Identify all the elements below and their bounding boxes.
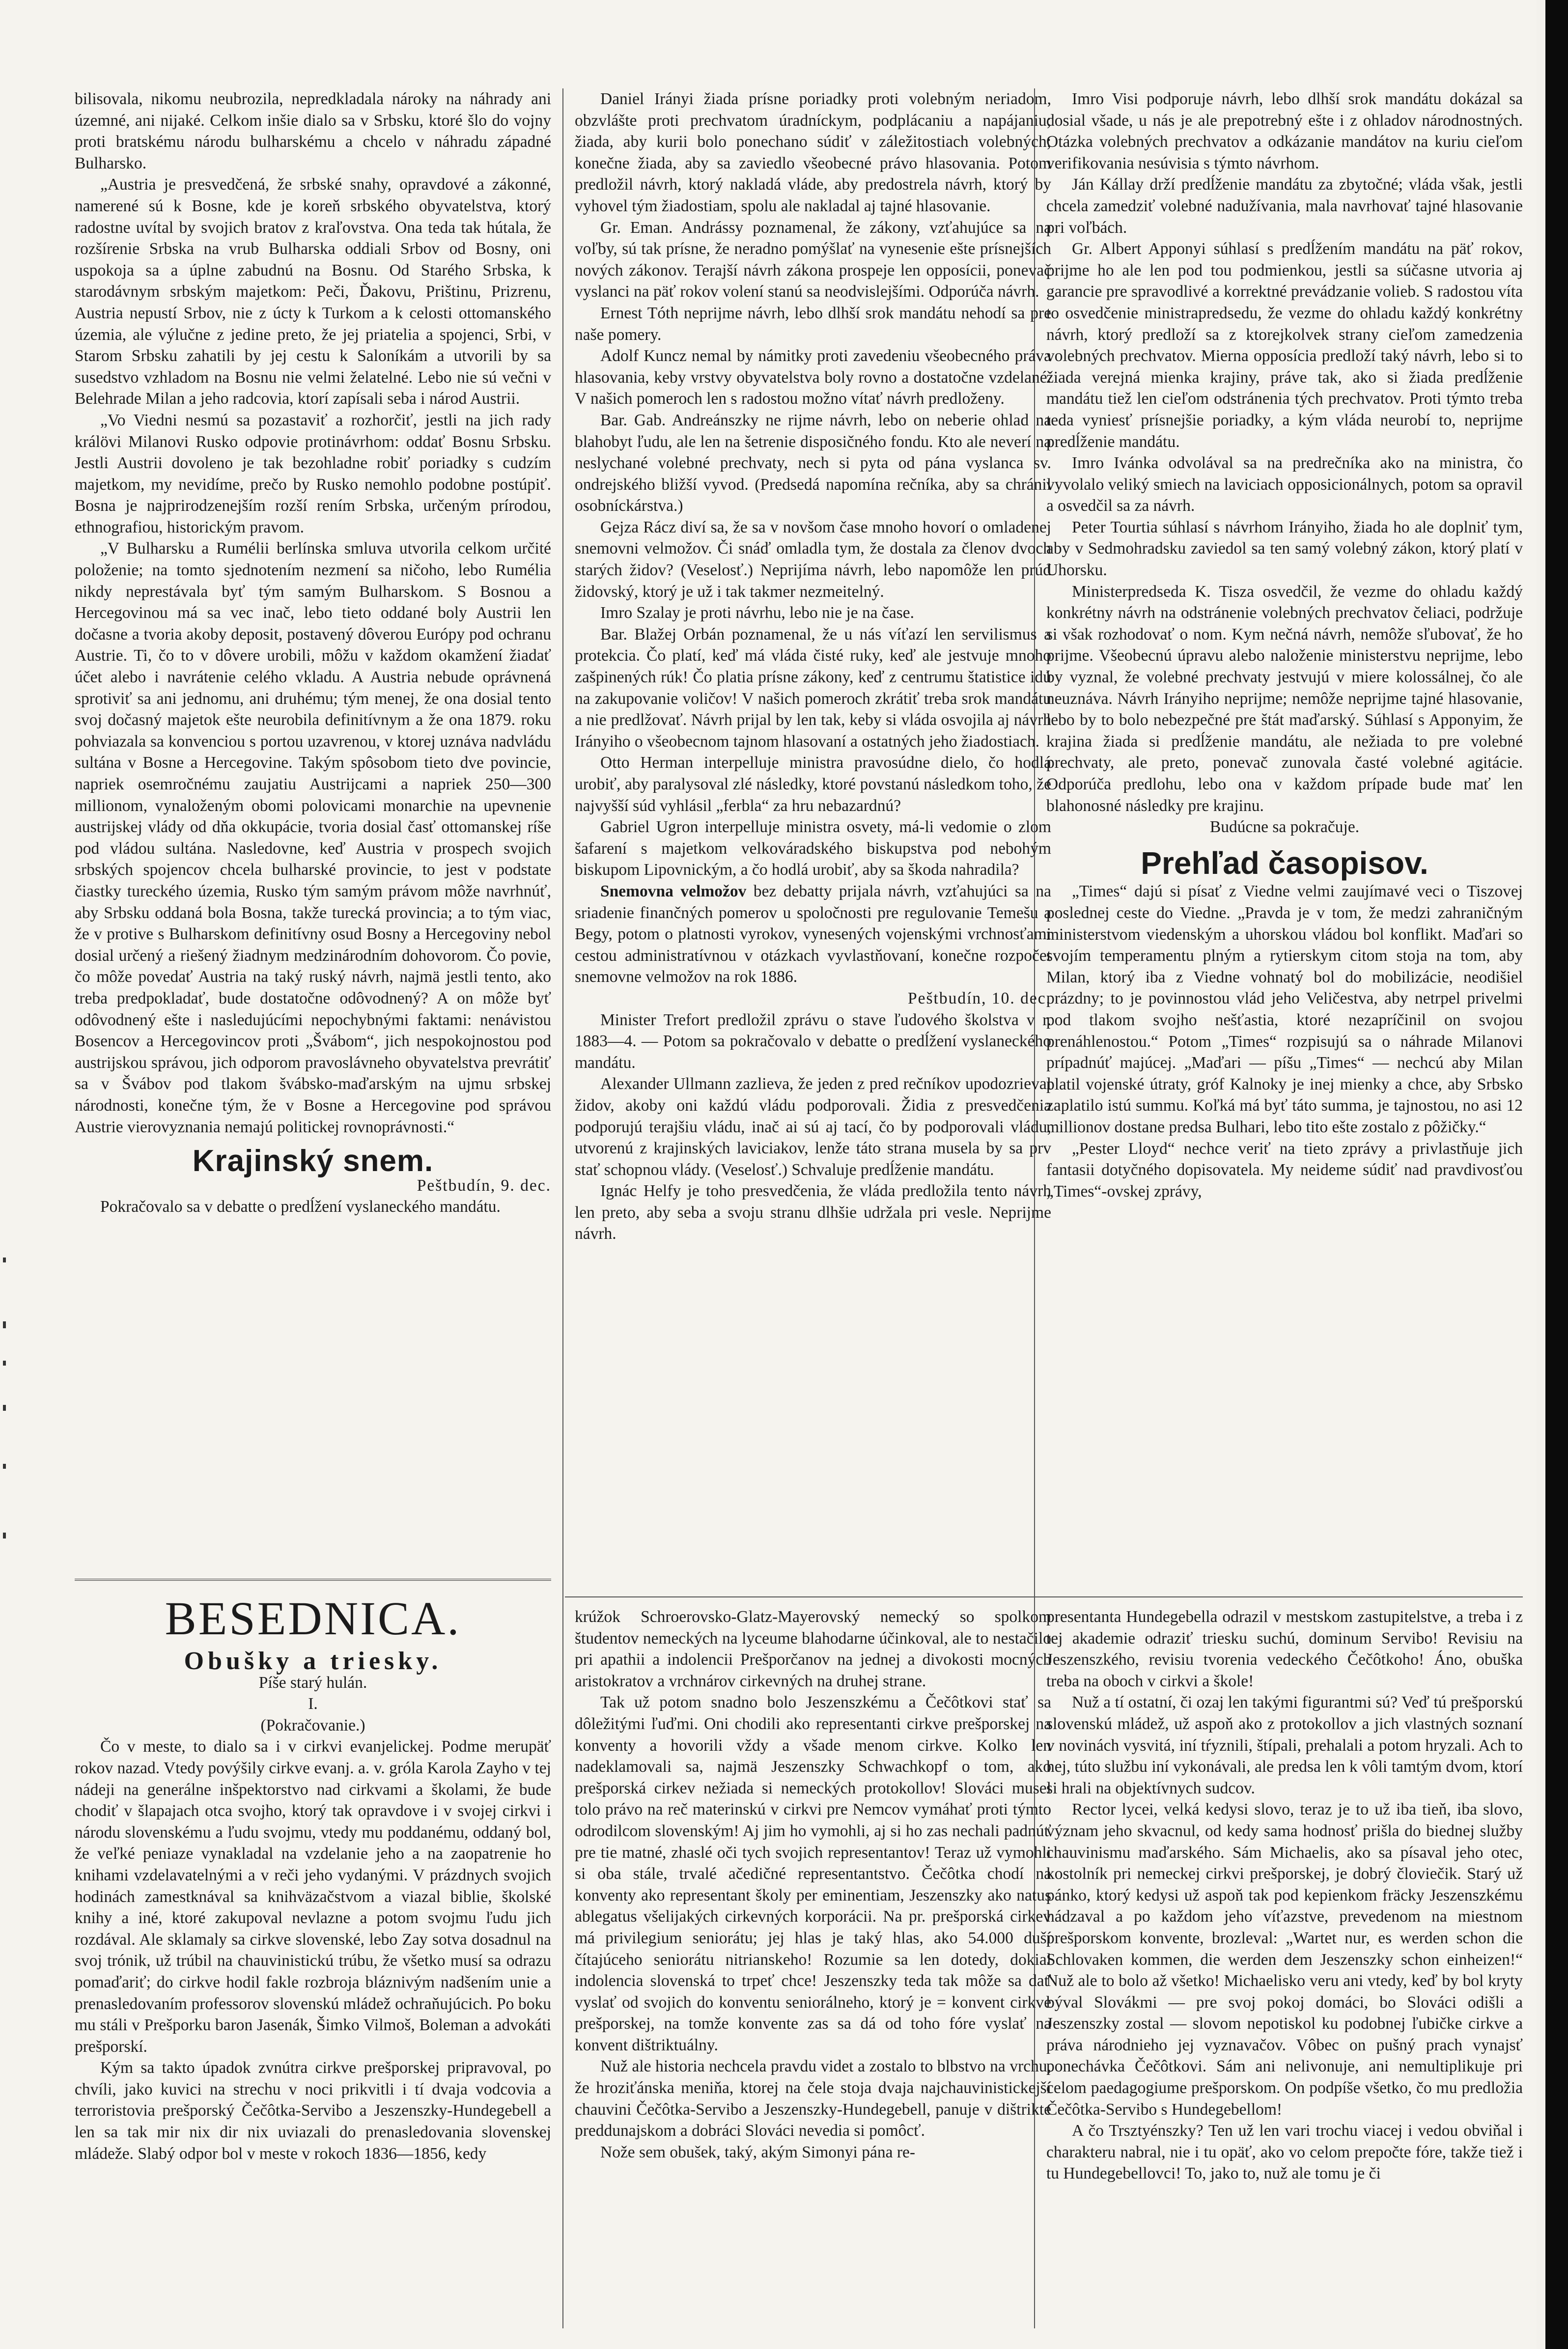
- section-heading-prehlad-casopisov: Prehľad časopisov.: [1141, 845, 1428, 881]
- article-paragraph: „Austria je presvedčená, že srbské snahy, opravdové a zákonné, namerené sú k Bosne, kde je koreň srbského obyvatelstva, ktorý radostne uvítal by svojich bratov z kraľovstva. Ona teda tak hútala, že rozšírenie Srbska na vrub Bulharska oddiali Srbov od Bosny, oni uspokoja sa a úplne zabudnú na Bosnu. Od Starého Srbska, k starodávnym srbským majetkom: Peči, Ďakovu, Prištinu, Prizrenu, Austria nepustí Srbov, nie z úcty k Turkom a k celosti ottomanského územia, ale výlučne z jedine preto, že jej priatelia a spojenci, Srbi, v Starom Srbsku zahatili by jej cestu k Saloníkám a utvorili by sa susedstvo vzhladom na Bosnu nie velmi želatelné. Lebo nie sú večni v Belehrade Milan a jeho radcovia, ktorí zapísali seba i národ Austrii.: [75, 175, 551, 408]
- article-paragraph: Otto Herman interpelluje ministra pravosúdne dielo, čo hodlá urobiť, aby paralysoval zlé následky, ktoré povstanú následkom toho, že najvyšší súd vyhlásil „ferbla“ za hru nebazardnú?: [575, 754, 1051, 815]
- article-paragraph: Imro Szalay je proti návrhu, lebo nie je na čase.: [600, 604, 915, 622]
- article-paragraph: Peter Tourtia súhlasí s návrhom Irányiho, žiada ho ale doplniť tym, aby v Sedmohradsku zaviedol sa ten samý volebný zákon, ktorý platí v Uhorsku.: [1046, 518, 1523, 580]
- article-paragraph: Imro Ivánka odvolával sa na predrečníka ako na ministra, čo vyvolalo veliký smiech na laviciach opposicionálnych, potom sa opravil a osvedčil sa za návrh.: [1046, 454, 1523, 515]
- snemovna-lead: Snemovna velmožov: [600, 882, 747, 900]
- feuilleton-paragraph: Rector lycei, velká kedysi slovo, teraz je to už iba tieň, iba slovo, význam jeho skvacnul, od kedy sama hodnosť prišla do biednej služby chauvinismu maďarského. Sám Michaelis, ako sa písaval jeho otec, kostolník pri nemeckej cirkvi prešporskej, je dobrý človiečik. Starý už pánko, ktorý kedysi už aspoň tak pod kepienkom fräcky Jeszenszkému hádzaval a po každom jeho víťazstve, prevedenom na miestnom prešporskom konvente, brozleval: „Wartet nur, es werden schon die Schlovaken kommen, die werden dem Jeszenszky schon einheizen!“ Nuž ale to bolo až všetko! Michaelisko veru ani vtedy, keď by bol kryty býval Slovákmi — pre svoj pokoj domáci, bo Slováci odišli a Jeszenszky zostal — slovom nepotiskol ku podobnej ľubičke cirkve a práva národnieho jej vyznavačov. Vôbec on pušný prach vynajsť ponechávka Čečôtkovi. Sám ani nelivonuje, ani nemultiplikuje pri celom paedagogiume prešporskom. On podpíše všetko, čo mu predložia Čečôtka-Servibo s Hundegebellom!: [1046, 1800, 1523, 2119]
- column-rule-1: [562, 88, 563, 2328]
- left-margin-marks: [0, 1258, 12, 1601]
- article-paragraph: Bar. Blažej Orbán poznamenal, že u nás víťazí len servilismus a protekcia. Čo platí, keď má vláda čisté ruky, keď ale jestvuje mnoho zašpinených rúk! Čo platia prísne zákony, keď z centrumu štatistice idú na zakupovanie voličov! V našich pomeroch zkrátiť treba srok mandátu a nie predlžovať. Návrh prijal by len tak, keby si vláda osvojila aj návrh Irányiho o všeobecnom tajnom hlasovaní a ostatných jeho žiadostiach.: [575, 625, 1051, 751]
- article-paragraph: Imro Visi podporuje návrh, lebo dlhší srok mandátu dokázal sa dosial všade, u nás je ale prepotrebný ešte i z ohladov národnostných. Otázka volebných prechvatov a odkázanie mandátov na kuriu cieľom verifikovania nesúvisia s týmto návrhom.: [1046, 90, 1523, 172]
- feuilleton-column-3: [1046, 1606, 1523, 2184]
- article-paragraph: Pokračovalo sa v debatte o predĺžení vyslaneckého mandátu.: [100, 1198, 501, 1216]
- feuilleton-paragraph: Čo v meste, to dialo sa i v cirkvi evanjelickej. Podme merupäť rokov nazad. Vtedy povýšily cirkve evanj. a. v. gróla Karola Zayho v tej nádeji na generálne inšpektorstvo nad cirkvami a školami, že bude chodiť v šlapajach otca svojho, ktorý tak opravdove i v svojej cirkvi i národu slovenskému a ľudu svojmu, vtedy mu poddanému, oddaný bol, že veľké peniaze vynakladal na vzdelanie jeho a na zaopatrenie ho knihami vzdelavatelnými a v reči jeho vydanými. V prázdnych svojich hodinách zamestknával sa knihväzačstvom a viazal biblie, školské knihy a iné, ktoré zakupoval nevlazne a potom svojmu ľudu jich rozdával. Ale sklamaly sa cirkve slovenské, lebo Zay sotva dosadnul na svoj trónik, už trúbil na chauvinistickú trúbu, že všetko musí sa odrazu pomaďariť; do cirkve hodil fakle rozbroja bláznivým nadšením unie a prenasledovaním professorov slovenskú mládež ochraňujúcich. Po boku mu stáli v Prešporku baron Jasenák, Šimko Vilmoš, Boleman a advokáti prešporskí.: [75, 1737, 551, 2056]
- article-paragraph: Gr. Albert Apponyi súhlasí s predĺžením mandátu na päť rokov, prijme ho ale len pod tou podmienkou, jestli sa súčasne utvoria aj garancie pre spravodlivé a korrektné prevádzanie volieb. S radostou víta to osvedčenie ministrapredsedu, že vezme do ohladu každý konkrétny návrh, ktorý predloží sa z ktorejkolvek strany cieľom zamedzenia volebných prechvatov. Mierna opposícia predloží taký návrh, lebo si to žiada verejná mienka krajiny, práve tak, ako si žiada predĺženie mandátu tiež len cieľom odstránenia tých prechvatov. Proti týmto treba teda vyniesť prísnejšie poriadky, a kým vláda neurobí to, neprijme predĺženie mandátu.: [1046, 240, 1523, 451]
- article-paragraph: Ernest Tóth neprijme návrh, lebo dlhší srok mandátu nehodí sa pre naše pomery.: [575, 304, 1051, 344]
- feuilleton-paragraph: Nuž a tí ostatní, či ozaj len takými figurantmi sú? Veď tú prešporskú slovenskú mládež, už aspoň ako z protokollov a jich vlastných soznaní v novinách vysvitá, iní tŕyznili, štípali, prehalali a potom hryzali. Ach to hej, túto službu iní vykonávali, ale predsa len k vôli tamtým dvom, ktorí si hrali na objektívnych sudcov.: [1046, 1693, 1523, 1797]
- continuation-note: Budúcne sa pokračuje.: [1209, 818, 1360, 837]
- feuilleton-paragraph: Nuž ale historia nechcela pravdu videt a zostalo to blbstvo na vrchu, že hroziťánska meniňa, ktorej na čele stoja dvaja najchauvinistickejší chauvini Čečôtka-Servibo a Jeszenszky-Hundegebell, panuje v dištrikte preddunajskom a dobráci Slováci nevedia si pomôcť.: [575, 2057, 1051, 2140]
- feuilleton-column-1: [75, 1647, 551, 2164]
- column-3: [1046, 88, 1523, 1202]
- feuilleton-paragraph: Kým sa takto úpadok zvnútra cirkve prešporskej pripravoval, po chvíli, jako kuvici na strechu v noci prikvitli i tí dvaja vodcovia a terroristovia prešporský Čečôtka-Servibo a Jeszenszky-Hundegebell a len sa tak mir nix dir nix uviazali do prenasledovania slovenskej mládeže. Slabý odpor bol v meste v rokoch 1836—1856, kedy: [75, 2059, 551, 2163]
- column-2: [575, 88, 1051, 1245]
- article-paragraph: Gejza Rácz diví sa, že sa v novšom čase mnoho hovorí o omladenej snemovni velmožov. Či snáď omladla tym, že dostala za členov dvoch starých židov? (Veselosť.) Neprijíma návrh, lebo napomôže len prúd židovský, ktorý je už i tak takmer nezmeitelný.: [575, 518, 1051, 601]
- feuilleton-part: I.: [308, 1695, 318, 1713]
- article-paragraph: Minister Trefort predložil zprávu o stave ľudového školstva v r. 1883—4. — Potom sa pokračovalo v debatte o predĺžení vyslaneckého mandátu.: [575, 1010, 1051, 1072]
- article-paragraph: Daniel Irányi žiada prísne poriadky proti volebným neriadom, obzvlášte proti prechvatom úradníckym, podplácaniu a napájaniu; žiada, aby kurii bolo ponechano súdiť v záležitostiach volebných; konečne žiada, aby sa zaviedlo všeobecné právo hlasovania. Potom predložil návrh, ktorý nakladá vláde, aby predostrela návrh, ktorý by vyhovel tým žiadostiam, spolu ale nakladal aj tajné hlasovanie.: [575, 90, 1051, 215]
- feuilleton-subtitle: Obušky a triesky.: [184, 1647, 442, 1675]
- column-1: [75, 88, 551, 1218]
- article-paragraph: Adolf Kuncz nemal by námitky proti zavedeniu všeobecného práva hlasovania, keby vrstvy obyvatelstva boly rovno a dostatočne vzdelané. V našich pomeroch len s radostou možno vítať návrh predloženy.: [575, 347, 1051, 408]
- feuilleton-continuation: (Pokračovanie.): [260, 1716, 365, 1734]
- article-paragraph: Alexander Ullmann zazlieva, že jeden z pred rečníkov upodozrieval židov, akoby oni každú vládu podporovali. Židia z presvedčenia podporujú terajšiu vládu, inač ai sú aj tací, čo by podporovali vládu, utvorenú z krajinských laviciakov, lenže táto strana musela by sa prv stať schopnou vlády. (Veselosť.) Schvaluje predĺženie mandátu.: [575, 1075, 1051, 1179]
- article-paragraph: Gr. Eman. Andrássy poznamenal, že zákony, vzťahujúce sa na voľby, sú tak prísne, že neradno pomýšlať na vynesenie ešte prísnejších nových zákonov. Terajší návrh zákona prospeje len opposícii, ponevač vyslanci na päť rokov volení stanú sa neodvislejšími. Odporúča návrh.: [575, 218, 1051, 301]
- feuilleton-author: Píše starý hulán.: [258, 1673, 367, 1692]
- feuilleton-paragraph: presentanta Hundegebella odrazil v mestskom zastupitelstve, a treba i z tej akademie odraziť triesku suchú, dominum Servibo! Revisiu na Jeszenszkého, revisiu tvorenia vedeckého Čečôtkoho! Áno, obuška treba na oboch v cirkvi a škole!: [1046, 1608, 1523, 1690]
- feuilleton-paragraph: krúžok Schroerovsko-Glatz-Mayerovský nemecký so spolkom študentov nemeckých na lyceume blahodarne účinkoval, ale to nestačilo pri apathii a indolencii Prešporčanov na jednej a divokosti mocných aristokratov a vrchnárov cirkevných na druhej strane.: [575, 1608, 1051, 1690]
- article-paragraph: Gabriel Ugron interpelluje ministra osvety, má-li vedomie o zlom šafarení s majetkom velkováradského biskupstva pod nebohým biskupom Lipovnickým, a čo hodlá urobiť, aby sa škoda nahradila?: [575, 818, 1051, 879]
- snemovna-text: bez debatty prijala návrh, vzťahujúci sa na sriadenie finančných pomerov u spoločnosti pre regulovanie Temešu a Begy, potom o platnosti vyrokov, vynesených vojenskými vrchnosťami cestou administratívnou v otázkach vyvlastňovaní, konečne rozpočet snemovne velmožov na rok 1886.: [575, 882, 1051, 986]
- article-paragraph: „Vo Viedni nesmú sa pozastaviť a rozhorčiť, jestli na jich rady králövi Milanovi Rusko odpovie protinávrhom: oddať Bosnu Srbsku. Jestli Austrii dovoleno je tak bezohladne robiť poriadky s cudzím majetkom, my nevidíme, prečo by Rusko nemohlo podobne postúpiť. Bosna je najprirodzenejším rozší rením Srbska, určeným prírodou, ethnografiou, historickým pravom.: [75, 411, 551, 536]
- article-paragraph: bilisovala, nikomu neubrozila, nepredkladala nároky na náhrady ani územné, ani nijaké. Celkom inšie dialo sa v Srbsku, ktoré šlo do vojny proti bratskému národu bulharskému a chcelo v náhradu západné Bulharsko.: [75, 90, 551, 172]
- dateline: Peštbudín, 9. dec.: [417, 1176, 551, 1195]
- besednica-title: BESEDNICA.: [75, 1579, 551, 1646]
- section-heading-krajinsky-snem: Krajinský snem.: [192, 1144, 434, 1178]
- article-paragraph: [575, 881, 1051, 988]
- feuilleton-paragraph: Nože sem obušek, taký, akým Simonyi pána re-: [600, 2143, 915, 2161]
- article-paragraph: Bar. Gab. Andreánszky ne rijme návrh, lebo on neberie ohlad na blahobyt ľudu, ale len na šetrenie disposičného fondu. Kto ale neverí na neslychané volebné prechvaty, nech si pyta od pána vyslanca sv. ondrejského bližší vyvod. (Predsedá napomína rečníka, aby sa chránil osobníckárstva.): [575, 411, 1051, 515]
- article-paragraph: „V Bulharsku a Rumélii berlínska smluva utvorila celkom určité položenie; na tomto sjednotením nezmení sa ničoho, lebo Rumélia nikdy neprestávala byť tým samým Bulharskom. S Bosnou a Hercegovinou má sa vec inač, lebo tieto oddané boly Austrii len dočasne a tvoria akoby deposit, postavený dôverou Európy pod ochranu Austrie. Ti, čo to v dôvere urobili, môžu v každom okamžení žiadať účet alebo i navrátenie celého vkladu. A Austria nebude oprávnená sprotiviť sa ani jednomu, ani druhému; tým menej, že ona dosial tento svoj dočasný majetok ešte neurobila definitívnym a že ona 1879. roku pohviazala sa konvenciou s portou uzavrenou, v ktorej uznáva nadvládu sultána v Bosne a Hercegovine. Takým spôsobom tieto dve povincie, napriek osemročnému zaujatiu Austrijcami a napriek 250—300 millionom, vynaloženým obomi polovicami monarchie na upevnenie austrijskej vlády od dňa okkupácie, tvoria dosial časť ottomanskej ríše pod vládou sultána. Nasledovne, keď Austria v prospech svojich srbských spojencov chcela bulharské provincie, to jest v podstate čiastky tureckého územia, Rusko tým samým právom môže navrhnúť, aby Srbsku oddaná bola Bosna, takže turecká provincia; a to tým viac, že v protive s Bulharskom definitívny osud Bosny a Hercegoviny nebol dosial určený a riešený žiadnym medzinárodním dohovorom. Čo povie, čo môže povedať Austria na taký ruský návrh, najmä jestli tento, ako treba predpokladať, bude dostatočne odôvodnený? A on môže byť odôvodnený ešte i nasledujúcími nepochybnými faktami: nenávistou Bosencov a Hercegovincov proti „Švábom“, jich nespokojnostou pod austrijskou správou, jich odporom pravoslávneho obyvatelstva prevrátiť sa v Švábov pod tlakom švábsko-maďarským na ujmu srbskej národnosti, konečne tým, že v Bosne a Hercegovine pod správou Austrie vierovyznania nemajú politickej rovnoprávnosti.“: [75, 539, 551, 1136]
- article-paragraph: Ignác Helfy je toho presvedčenia, že vláda predložila tento návrh len preto, aby seba a svoju stranu dlhšie udržala pri vesle. Neprijme návrh.: [575, 1182, 1051, 1243]
- feuilleton-paragraph: A čo Trsztyénszky? Ten už len vari trochu viacej i vedou obviňal i charakteru nabral, nie i tu opäť, ako vo celom prepočte fóre, takže tiež i tu Hundegebellovci! To, jako to, nuž ale tomu je či: [1046, 2122, 1523, 2183]
- dateline: Peštbudín, 10. dec.: [907, 989, 1051, 1007]
- feuilleton-divider: [565, 1596, 1523, 1597]
- article-paragraph: „Pester Lloyd“ nechce veriť na tieto zprávy a privlastňuje jich fantasii dotyčného dopisovatela. My neideme súdiť nad pravdivosťou „Times“-ovskej zprávy,: [1046, 1139, 1523, 1201]
- page-edge-dark-border: [1545, 0, 1568, 2349]
- feuilleton-column-2: [575, 1606, 1051, 2163]
- article-paragraph: Ministerpredseda K. Tisza osvedčil, že vezme do ohladu každý konkrétny návrh na odstránenie volebných prechvatov čeliaci, podržuje si však rozhodovať o nom. Kym nečná návrh, nemôže sľubovať, že ho prijme. Všeobecnú úpravu alebo naloženie ministerstvu neprijme, lebo by vyznal, že volebné prechvaty jestvujú v miere kolossálnej, čo ale neuznáva. Návrh Irányiho neprijme; nemôže neprijme tajné hlasovanie, lebo by to bolo nebezpečné pre štát maďarský. Súhlasí s Apponyim, že krajina žiada si predĺženie mandátu, ale nežiada to pre volebné prechvaty, ale preto, ponevač zunovala časté volebné agitácie. Odporúča predlohu, lebo ona v každom prípade bude mať len blahonosné následky pre krajinu.: [1046, 582, 1523, 815]
- article-paragraph: Ján Kállay drží predĺženie mandátu za zbytočné; vláda však, jestli chcela zamedziť volebné nadužívania, mala navrhovať tajné hlasovanie pri voľbách.: [1046, 175, 1523, 237]
- feuilleton-paragraph: Tak už potom snadno bolo Jeszenszkému a Čečôtkovi stať sa dôležitými ľuďmi. Oni chodili ako representanti cirkve prešporskej na konventy a hovorili vždy a všade menom cirkve. Kolko len nadeklamovali sa, najmä Jeszenszky Schwachkopf o tom, ako prešporská cirkev nežiada si nemeckých protokollov! Slováci musel tolo právo na reč materinskú v cirkvi pre Nemcov vymáhať proti týmto odrodilcom slovenským! Aj jim ho vymohli, aj si ho zas nechali padnúť pre tie matné, zhaslé oči tych svojich representantov! Teraz už vymohli si oba stále, trvalé ačedičné representantstvo. Čečôtka chodí na konventy ako representant školy per eminentiam, Jeszenszky ako natus ablegatus všelijakých cirkevných korporácii. Na pr. prešporská cirkev má privilegium seniorátu; jej hlas je taký hlas, ako 54.000 duší čítajúceho seniorátu nitrianskeho! Rozumie sa len dotedy, dokial indolencia slovenská to trpeť chce! Jeszenszky teda tak môže sa dať vyslať od svojich do konventu seniorálneho, ktorý je = konvent cirkve prešporskej, na tomže konvente zas sa dá od toho fóre vyslať na konvent dištriktuálny.: [575, 1693, 1051, 2054]
- article-paragraph: „Times“ dajú si písať z Viedne velmi zaujímavé veci o Tiszovej poslednej ceste do Viedne. „Pravda je v tom, že medzi zahraničným ministerstvom viedenským a uhorskou vládou bol konflikt. Maďari so svojím temperamentu plným a rytierskym citom stoja na tom, aby Milan, ktorý iba z Viedne vohnatý bol do mobilizácie, neodišiel prázdny; to je povinnostou vlád jeho Veličestva, aby netrpel privelmi pod tlakom svojho nešťastia, ktoré nezapríčinil on svojou prenáhlenostou.“ Potom „Times“ rozpisujú sa o náhrade Milanovi prípadnúť majúcej. „Maďari — píšu „Times“ — nechcú aby Milan platil vojenské útraty, gróf Kalnoky je inej mienky a chce, aby Srbsko zaplatilo istú summu. Koľká má byť táto summa, je tajnostou, no asi 12 millionov dostane predsa Bulhari, lebo tito ešte zostalo z pôžičky.“: [1046, 882, 1523, 1136]
